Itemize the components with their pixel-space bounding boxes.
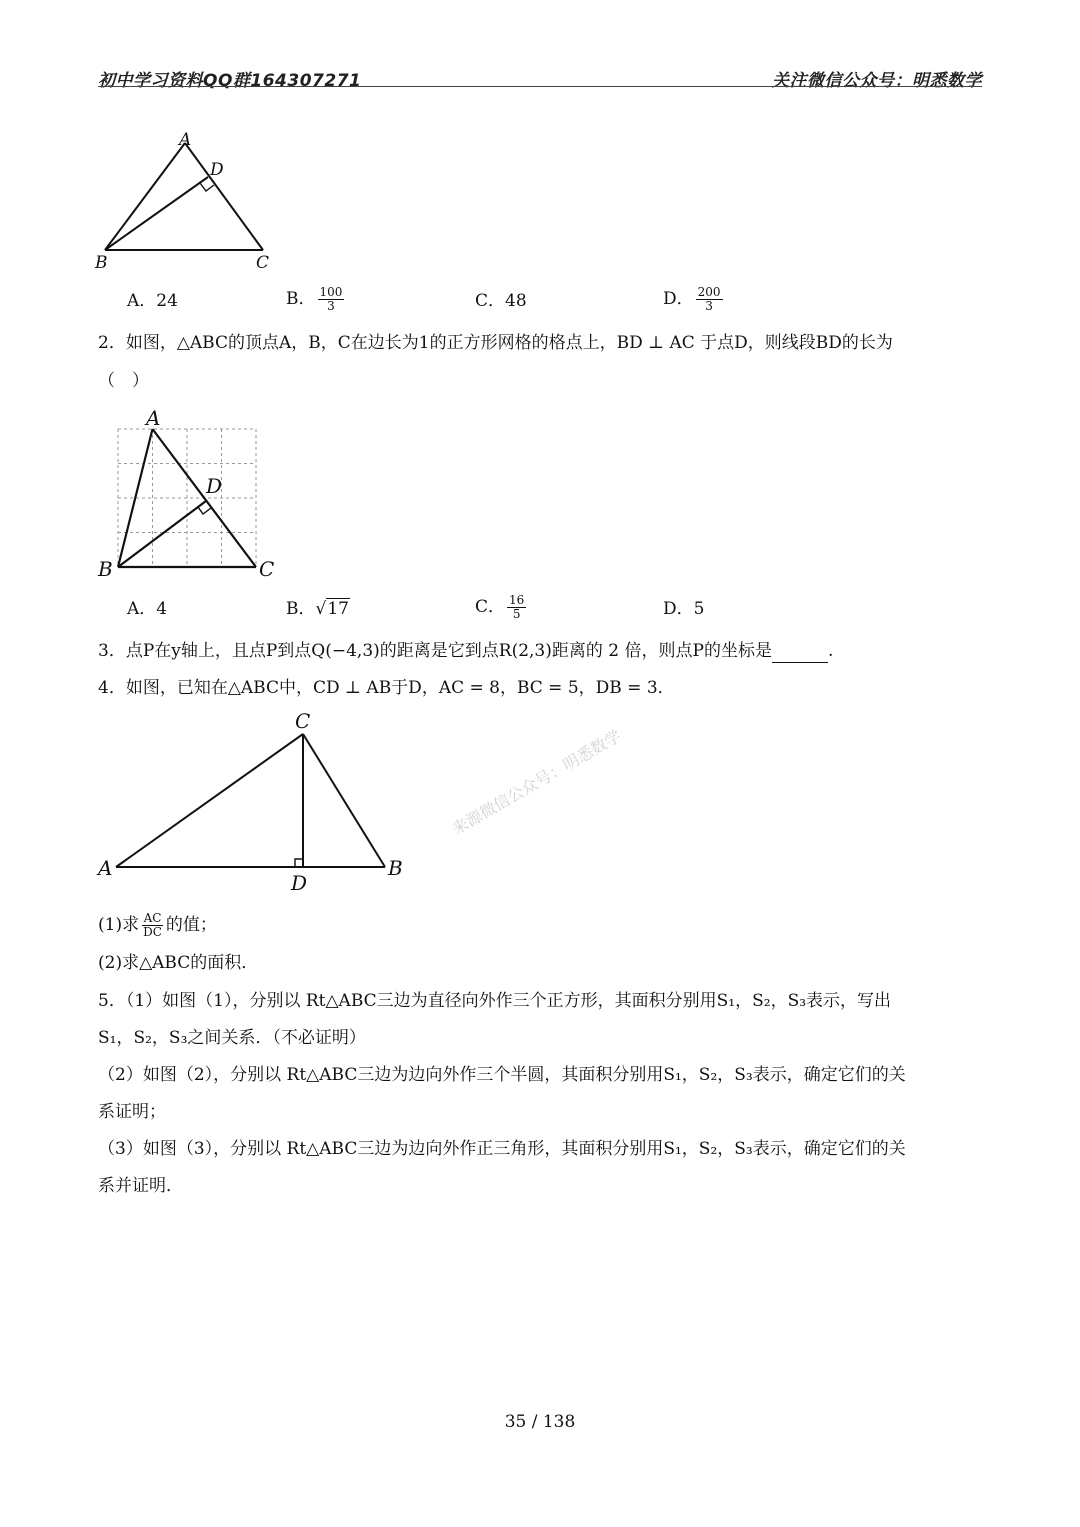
q1-label-b: B	[95, 253, 108, 273]
q1-option-d	[663, 286, 725, 313]
q4-part1-suffix: 的值；	[165, 915, 217, 935]
q1-option-d-num: 200	[697, 285, 721, 299]
q2-label-d: D	[206, 474, 223, 498]
q4-part1-num: AC	[143, 911, 162, 925]
q4-part1-den: DC	[143, 925, 162, 939]
watermark: 来源微信公众号：明悉数学	[448, 726, 625, 839]
q1-option-b-frac	[318, 286, 345, 313]
q2-figure	[90, 400, 290, 585]
q4-part2: (2)求△ABC的面积．	[98, 953, 259, 973]
header-left: 初中学习资料QQ群164307271	[98, 71, 362, 91]
q5-line-4: 系证明；	[98, 1102, 166, 1122]
q2-label-a: A	[146, 406, 161, 430]
q1-label-c: C	[256, 253, 270, 273]
q4-label-a: A	[98, 856, 113, 880]
q1-right-angle	[200, 183, 214, 191]
q2-right-angle	[198, 507, 211, 514]
q2-option-d: D．5	[663, 599, 705, 619]
q1-label-a: A	[179, 130, 192, 150]
q4-label-c: C	[295, 709, 311, 733]
q2-grid	[118, 429, 256, 567]
q4-stem: 4．如图，已知在△ABC中，CD ⊥ AB于D，AC = 8，BC = 5，DB = 3．	[98, 678, 675, 698]
q4-part1-prefix: (1)求	[98, 915, 140, 935]
q2-option-c-prefix: C．	[475, 597, 506, 617]
q3-text: 3．点P在y轴上，且点P到点Q(−4,3)的距离是它到点R(2,3)距离的 2 倍，则点P的坐标是	[98, 641, 772, 661]
q1-option-b-den: 3	[327, 299, 335, 313]
q5-line-1: 5．（1）如图（1），分别以 Rt△ABC三边为直径向外作三个正方形，其面积分别用S₁，S₂，S₃表示，写出	[98, 991, 892, 1011]
q1-option-a: A．24	[127, 291, 178, 311]
q5-line-5: （3）如图（3），分别以 Rt△ABC三边为边向外作正三角形，其面积分别用S₁，S₂，S₃表示，确定它们的关	[98, 1139, 906, 1159]
q1-figure	[90, 125, 290, 275]
q2-stem: 2．如图，△ABC的顶点A，B，C在边长为1的正方形网格的格点上，BD ⊥ AC 于点D，则线段BD的长为	[98, 333, 893, 353]
q1-option-d-den: 3	[705, 299, 713, 313]
q2-label-c: C	[259, 557, 275, 581]
q1-side-ac	[185, 143, 263, 250]
q2-option-c-den: 5	[512, 607, 521, 621]
q3-line	[98, 639, 833, 663]
q4-right-angle	[295, 859, 303, 867]
q2-paren: （ ）	[98, 371, 149, 391]
q3-end: .	[827, 641, 834, 661]
q5-line-6: 系并证明．	[98, 1176, 183, 1196]
q1-option-d-frac	[696, 286, 723, 313]
q1-option-b	[286, 286, 346, 313]
q2-option-b-sqrt: √	[315, 599, 327, 619]
q5-line-2: S₁，S₂，S₃之间关系．（不必证明）	[98, 1028, 366, 1048]
q3-answer-blank	[772, 646, 828, 663]
q4-side-ac	[116, 734, 303, 867]
q1-option-d-prefix: D．	[663, 289, 694, 309]
q4-label-d: D	[291, 871, 308, 895]
q2-option-b	[286, 597, 350, 621]
q1-altitude-bd	[105, 177, 208, 250]
q4-label-b: B	[388, 856, 403, 880]
q4-part1	[98, 912, 217, 939]
q2-label-b: B	[98, 557, 113, 581]
q4-side-bc	[303, 734, 385, 867]
q2-option-b-radicand: 17	[327, 599, 349, 619]
q2-option-b-prefix: B．	[286, 599, 316, 619]
q5-line-3: （2）如图（2），分别以 Rt△ABC三边为边向外作三个半圆，其面积分别用S₁，S₂，S₃表示，确定它们的关	[98, 1065, 906, 1085]
q1-side-ab	[105, 143, 185, 250]
q2-option-c-frac	[507, 594, 526, 621]
q1-label-d: D	[210, 160, 224, 180]
q1-option-b-num: 100	[319, 285, 343, 299]
header-right: 关注微信公众号：明悉数学	[772, 71, 982, 91]
q1-option-c: C．48	[475, 291, 527, 311]
q4-part1-frac	[141, 912, 164, 939]
q1-option-b-prefix: B．	[286, 289, 316, 309]
q4-figure	[90, 702, 420, 897]
q2-option-c-num: 16	[509, 593, 525, 607]
q2-option-c	[475, 594, 528, 621]
q2-option-a: A．4	[127, 599, 168, 619]
header-rule	[98, 86, 982, 87]
page-number: 35 / 138	[504, 1412, 576, 1432]
